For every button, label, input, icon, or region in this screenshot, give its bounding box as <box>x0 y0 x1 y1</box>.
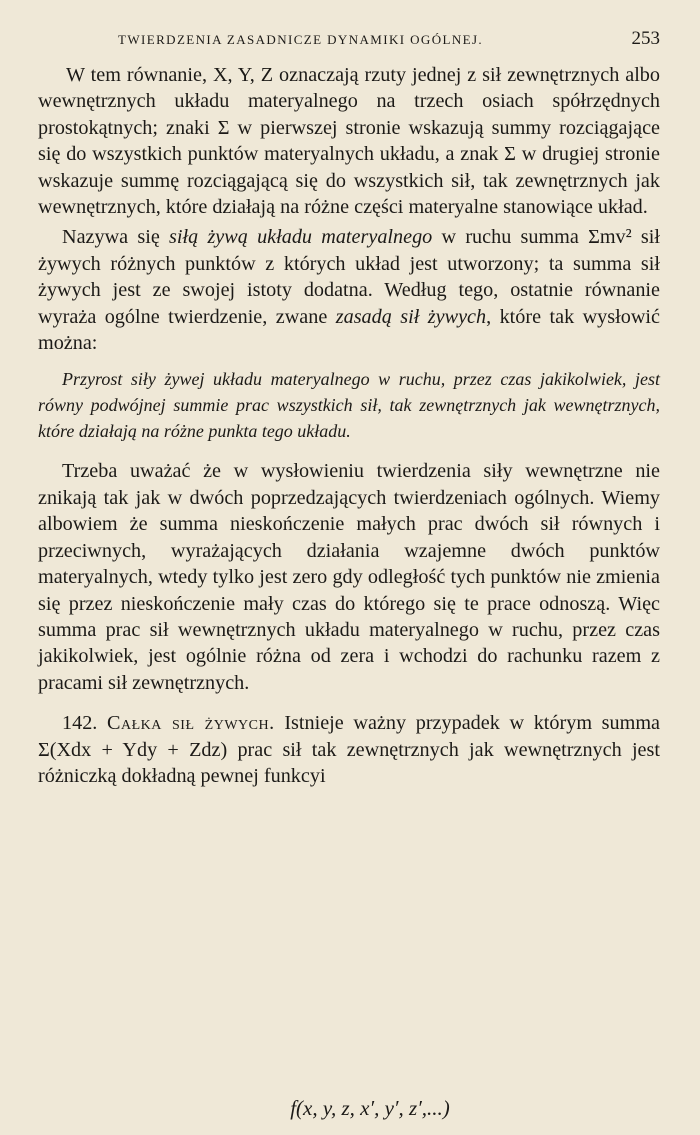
section-number: 142. <box>62 712 98 735</box>
section-142 <box>38 710 660 789</box>
page-number: 253 <box>631 28 660 49</box>
running-head: TWIERDZENIA ZASADNICZE DYNAMIKI OGÓLNEJ. <box>118 32 484 47</box>
work-expression: Σ(Xdx + Ydy + Zdz) <box>38 738 228 761</box>
function-formula: f(x, y, z, x′, y′, z′,...) <box>290 1096 450 1120</box>
paragraph-2-text-c: , które tak wysłowić można: <box>38 305 660 355</box>
paragraph-2 <box>38 224 660 356</box>
paragraph-3: Trzeba uważać że w wysłowieniu twierdzenia siły wewnętrzne nie znikają tak jak w dwóch poprzedzających twierdzeniach ogólnych. Wiemy albowiem że summa nieskończenie małych prac dwóch sił równych i przeciwnych, wyrażających działania wzajemne dwóch punktów materyalnych, wtedy tylko jest zero gdy odległość tych punktów nie zmienia się przez nieskończenie mały czas do którego się te prace odnoszą. Więc summa prac sił wewnętrznych układu materyalnego w ruchu, przez czas jakikolwiek, jest ogólnie różna od zera i wchodzi do rachunku razem z pracami sił zewnętrznych. <box>38 460 660 694</box>
paragraph-2-text-a: Nazywa się <box>62 226 170 249</box>
body-text <box>38 62 660 789</box>
term-principle: zasadą sił żywych <box>335 305 487 328</box>
paragraph-2-text-b: w ruchu summa Σmv² sił żywych różnych punktów z których układ jest utworzony; ta summa sił żywych jest ze swojej istoty dodatna. Według tego, ostatnie równanie wyraża ogólne twierdzenie, zwane <box>38 226 660 328</box>
theorem-statement: Przyrost siły żywej układu materyalnego w ruchu, przez czas jakikolwiek, jest równy podwójnej summie prac wszystkich sił, tak zewnętrznych jak wewnętrznych, które działają na różne punkta tego układu. <box>38 369 660 442</box>
section-text-b: prac sił tak zewnętrznych jak wewnętrznych jest różniczką dokładną pewnej funkcyi <box>38 738 660 787</box>
page-header <box>118 28 660 52</box>
section-text-a: Istnieje ważny przypadek w którym summa <box>274 712 661 735</box>
term-live-force: siłą żywą układu materyalnego <box>169 226 433 249</box>
paragraph-1: W tem równanie, X, Y, Z oznaczają rzuty jednej z sił zewnętrznych albo wewnętrznych układu materyalnego na trzech osiach spółrzędnych prostokątnych; znaki Σ w pierwszej stronie wskazują summy rozciągające się do wszystkich punktów materyalnych układu, a znak Σ w drugiej stronie wskazuje summę rozciągającą się do wszystkich sił, tak zewnętrznych jak wewnętrznych, które działają na różne części materyalne stanowiące układ. <box>38 64 660 219</box>
section-heading: Całka sił żywych. <box>107 712 275 735</box>
